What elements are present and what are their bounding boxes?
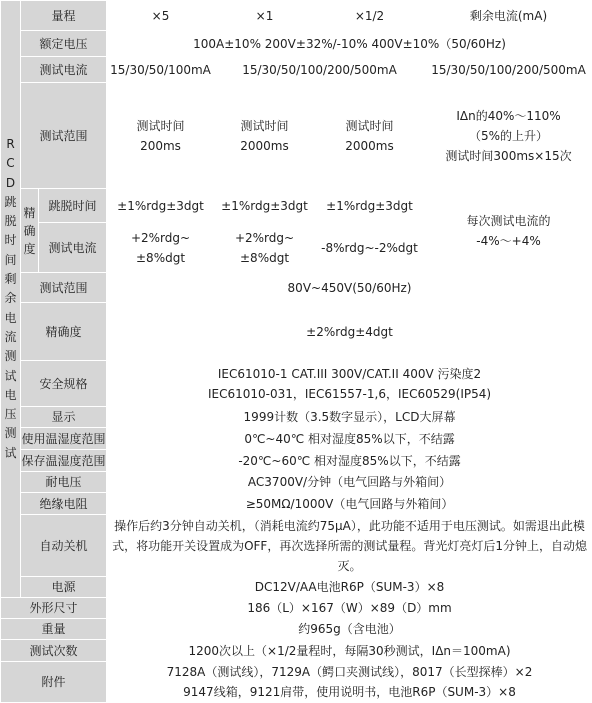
label-rated-voltage: 额定电压	[21, 31, 107, 57]
label-test-range: 测试范围	[21, 83, 107, 189]
rated-voltage-value: 100A±10% 200V±32%/-10% 400V±10%（50/60Hz)	[107, 31, 592, 57]
label-withstand: 耐电压	[21, 472, 107, 493]
accuracy-group-label: 精确度	[21, 189, 39, 273]
label-display: 显示	[21, 407, 107, 428]
row-test-count	[1, 640, 592, 662]
row-store-env	[1, 450, 592, 472]
label-trip-time: 跳脱时间	[39, 189, 107, 223]
range-x5: ×5	[107, 1, 215, 31]
accessories-value: 7128A（测试线），7129A（鳄口夹测试线），8017（长型探棒）×2 9147线箱，9121肩带，使用说明书，电池R6P（SUM-3）×8	[107, 662, 592, 703]
row-display	[1, 407, 592, 428]
row-volt-accuracy	[1, 303, 592, 361]
label-range: 量程	[21, 1, 107, 31]
row-volt-range	[1, 273, 592, 303]
label-store-env: 保存温湿度范围	[21, 450, 107, 472]
test-current-x5: 15/30/50/100mA	[107, 57, 215, 83]
label-safety: 安全规格	[21, 361, 107, 407]
dimensions-value: 186（L）×167（W）×89（D）mm	[107, 598, 592, 619]
label-accessories: 附件	[1, 662, 107, 703]
label-weight: 重量	[1, 619, 107, 640]
row-dimensions	[1, 598, 592, 619]
use-env-value: 0℃~40℃ 相对湿度85%以下，不结露	[107, 428, 592, 450]
acc-test-current-x5: +2%rdg~ ±8%dgt	[107, 223, 215, 273]
label-test-current: 测试电流	[21, 57, 107, 83]
label-acc-test-current: 测试电流	[39, 223, 107, 273]
test-range-x1-2: 测试时间 2000ms	[315, 83, 425, 189]
trip-time-x1: ±1%rdg±3dgt	[215, 189, 315, 223]
acc-test-current-x1: +2%rdg~ ±8%dgt	[215, 223, 315, 273]
row-auto-off	[1, 515, 592, 577]
rcd-category-label: RCD跳脱时间剩余电流测试电压测试	[1, 1, 21, 598]
store-env-value: -20℃~60℃ 相对湿度85%以下，不结露	[107, 450, 592, 472]
label-power: 电源	[21, 577, 107, 598]
label-test-count: 测试次数	[1, 640, 107, 662]
row-accessories	[1, 662, 592, 703]
display-value: 1999计数（3.5数字显示），LCD大屏幕	[107, 407, 592, 428]
range-residual-current: 剩余电流(mA)	[425, 1, 592, 31]
row-weight	[1, 619, 592, 640]
trip-time-x5: ±1%rdg±3dgt	[107, 189, 215, 223]
label-insulation: 绝缘电阻	[21, 493, 107, 515]
row-rated-voltage	[1, 31, 592, 57]
row-withstand	[1, 472, 592, 493]
withstand-value: AC3700V/分钟（电气回路与外箱间）	[107, 472, 592, 493]
test-range-x5: 测试时间 200ms	[107, 83, 215, 189]
volt-accuracy-value: ±2%rdg±4dgt	[107, 303, 592, 361]
row-insulation	[1, 493, 592, 515]
volt-range-value: 80V~450V(50/60Hz)	[107, 273, 592, 303]
row-test-current	[1, 57, 592, 83]
test-count-value: 1200次以上（×1/2量程时，每隔30秒测试，IΔn＝100mA)	[107, 640, 592, 662]
weight-value: 约965g（含电池）	[107, 619, 592, 640]
label-dimensions: 外形尺寸	[1, 598, 107, 619]
row-range	[1, 1, 592, 31]
row-power	[1, 577, 592, 598]
test-current-x1: 15/30/50/100/200/500mA	[215, 57, 425, 83]
test-range-x1: 测试时间 2000ms	[215, 83, 315, 189]
label-auto-off: 自动关机	[21, 515, 107, 577]
auto-off-value: 操作后约3分钟自动关机，（消耗电流约75μA），此功能不适用于电压测试。如需退出此模式，将功能开关设置成为OFF，再次选择所需的测试量程。背光灯亮灯后1分钟上，自动熄灭。	[107, 515, 592, 577]
current-accuracy-note: 每次测试电流的 -4%～+4%	[425, 189, 592, 273]
insulation-value: ≥50MΩ/1000V（电气回路与外箱间）	[107, 493, 592, 515]
label-use-env: 使用温湿度范围	[21, 428, 107, 450]
row-use-env	[1, 428, 592, 450]
test-range-residual: IΔn的40%～110% （5%的上升） 测试时间300ms×15次	[425, 83, 592, 189]
range-x1: ×1	[215, 1, 315, 31]
label-volt-range: 测试范围	[21, 273, 107, 303]
range-x1-2: ×1/2	[315, 1, 425, 31]
safety-value: IEC61010-1 CAT.III 300V/CAT.II 400V 污染度2 IEC61010-031，IEC61557-1,6，IEC60529(IP54)	[107, 361, 592, 407]
acc-test-current-x1-2: -8%rdg~-2%dgt	[315, 223, 425, 273]
test-current-residual: 15/30/50/100/200/500mA	[425, 57, 592, 83]
label-volt-accuracy: 精确度	[21, 303, 107, 361]
row-acc-trip-time	[1, 189, 592, 223]
power-value: DC12V/AA电池R6P（SUM-3）×8	[107, 577, 592, 598]
row-test-range	[1, 83, 592, 189]
trip-time-x1-2: ±1%rdg±3dgt	[315, 189, 425, 223]
row-safety	[1, 361, 592, 407]
